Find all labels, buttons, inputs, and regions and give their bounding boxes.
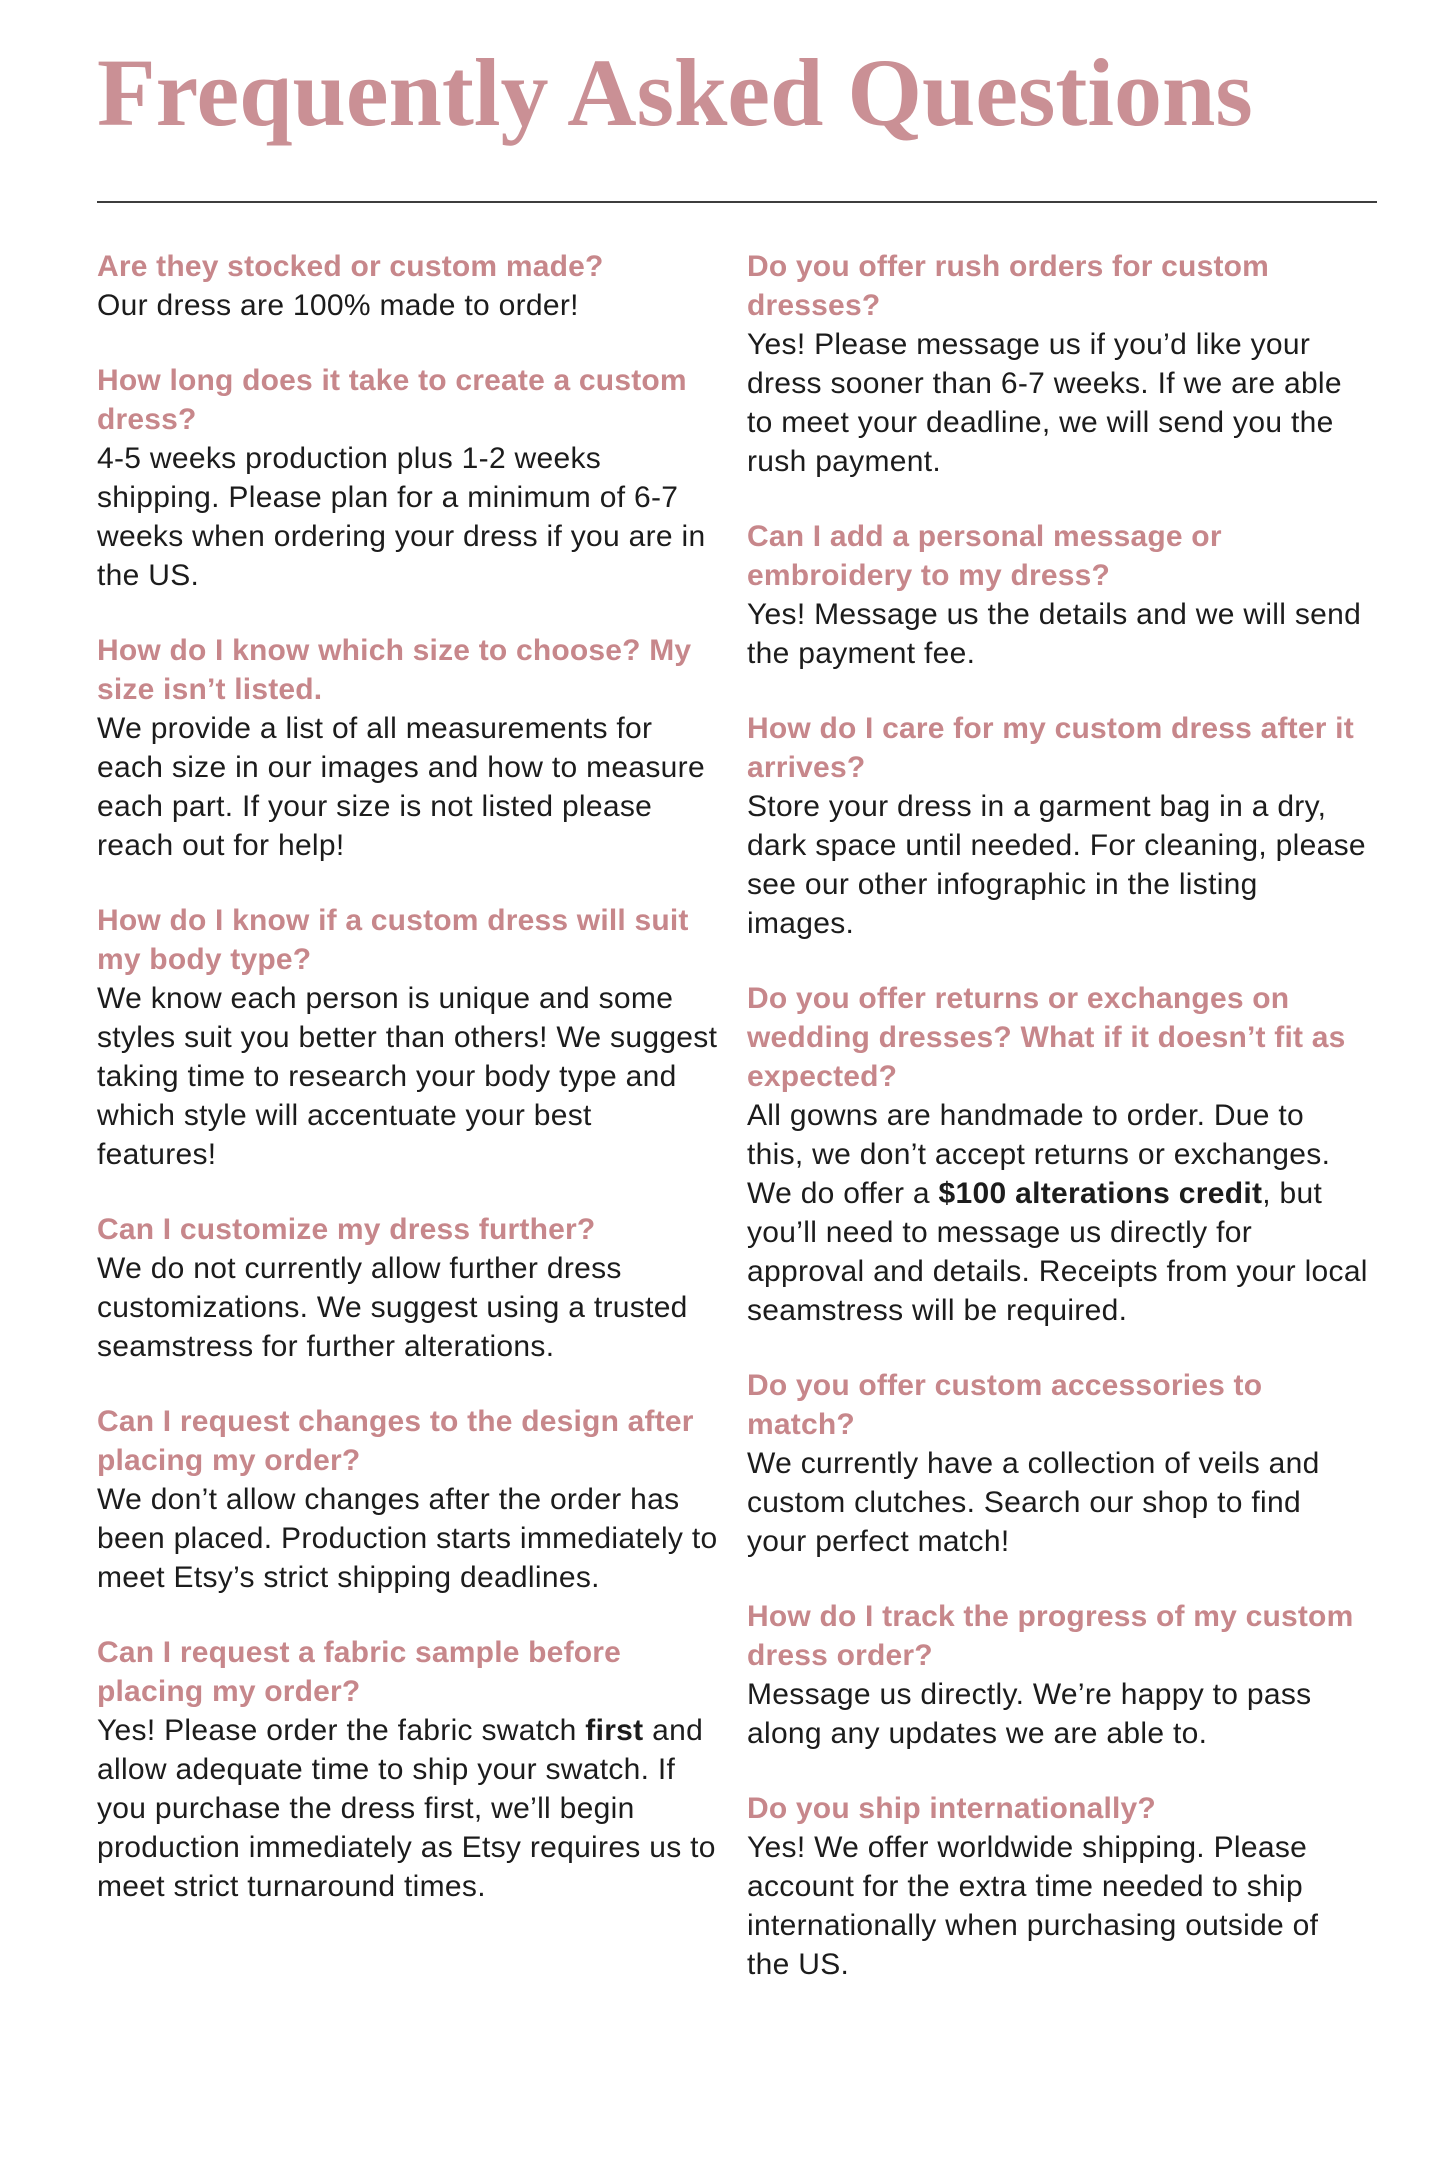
- faq-question: How do I know which size to choose? My size isn’t listed.: [97, 634, 692, 707]
- faq-item: [97, 1402, 719, 1597]
- faq-column-left: [97, 247, 719, 2020]
- faq-question: Do you offer custom accessories to match?: [747, 1369, 1263, 1442]
- title-divider: [97, 201, 1377, 203]
- faq-item: [97, 901, 719, 1174]
- faq-answer-text: We provide a list of all measurements for each size in our images and how to measure each part. If your size is not listed please reach out for help!: [97, 712, 705, 863]
- faq-answer-text: , but you’ll need to message us directly for approval and details. Receipts from your local seamstress will be required.: [747, 1177, 1368, 1328]
- faq-answer: [747, 595, 1369, 673]
- faq-answer-text: Yes! Please order the fabric swatch: [97, 1714, 586, 1748]
- faq-question: Can I request a fabric sample before placing my order?: [97, 1636, 622, 1709]
- faq-item: [97, 631, 719, 865]
- faq-answer-text: We know each person is unique and some styles suit you better than others! We suggest taking time to research your body type and which style will accentuate your best features!: [97, 982, 718, 1172]
- faq-answer-text: and allow adequate time to ship your swatch. If you purchase the dress first, we’ll begin production immediately as Etsy requires us to meet strict turnaround times.: [97, 1714, 716, 1904]
- faq-answer-text: We currently have a collection of veils and custom clutches. Search our shop to find your perfect match!: [747, 1447, 1320, 1559]
- faq-item: [747, 517, 1369, 673]
- faq-answer-text: Store your dress in a garment bag in a dry, dark space until needed. For cleaning, please see our other infographic in the listing images.: [747, 790, 1366, 941]
- faq-answer: [97, 1711, 719, 1906]
- faq-answer-text: Yes! Please message us if you’d like your dress sooner than 6-7 weeks. If we are able to meet your deadline, we will send you the rush payment.: [747, 328, 1342, 479]
- faq-question: How do I track the progress of my custom dress order?: [747, 1600, 1354, 1673]
- faq-question: Do you offer rush orders for custom dresses?: [747, 250, 1270, 323]
- faq-answer-bold-text: $100 alterations credit: [938, 1177, 1263, 1211]
- faq-question: How do I know if a custom dress will suit my body type?: [97, 904, 689, 977]
- faq-columns: [97, 247, 1389, 2020]
- faq-question: Can I add a personal message or embroidery to my dress?: [747, 520, 1222, 593]
- faq-question: How do I care for my custom dress after it arrives?: [747, 712, 1354, 785]
- faq-answer: [97, 1249, 719, 1366]
- faq-question: How long does it take to create a custom dress?: [97, 364, 687, 437]
- faq-item: [747, 247, 1369, 481]
- faq-answer: [747, 1096, 1369, 1330]
- faq-answer-bold-text: first: [585, 1714, 644, 1748]
- faq-answer: [747, 1675, 1369, 1753]
- faq-question: Can I customize my dress further?: [97, 1213, 596, 1247]
- faq-item: [97, 361, 719, 595]
- faq-answer-text: Yes! Message us the details and we will send the payment fee.: [747, 598, 1362, 671]
- faq-answer: [97, 709, 719, 865]
- faq-item: [97, 247, 719, 325]
- faq-question: Are they stocked or custom made?: [97, 250, 604, 284]
- faq-question: Can I request changes to the design after placing my order?: [97, 1405, 694, 1478]
- faq-answer: [747, 787, 1369, 943]
- faq-answer: [747, 1828, 1369, 1984]
- faq-question: Do you offer returns or exchanges on wedding dresses? What if it doesn’t fit as expected?: [747, 982, 1346, 1094]
- faq-answer: [747, 1444, 1369, 1561]
- faq-item: [747, 709, 1369, 943]
- faq-answer-text: Message us directly. We’re happy to pass along any updates we are able to.: [747, 1678, 1312, 1751]
- faq-item: [747, 1366, 1369, 1561]
- faq-question: Do you ship internationally?: [747, 1792, 1156, 1826]
- faq-item: [747, 1789, 1369, 1984]
- faq-answer: [747, 325, 1369, 481]
- faq-item: [747, 979, 1369, 1330]
- faq-column-right: [747, 247, 1369, 2020]
- page-title: Frequently Asked Questions: [97, 39, 1253, 146]
- faq-answer-text: All gowns are handmade to order. Due to this, we don’t accept returns or exchanges. We do offer a: [747, 1099, 1331, 1211]
- faq-answer-text: Our dress are 100% made to order!: [97, 289, 579, 323]
- faq-item: [747, 1597, 1369, 1753]
- faq-answer: [97, 1480, 719, 1597]
- faq-answer: [97, 439, 719, 595]
- faq-answer: [97, 286, 719, 325]
- faq-item: [97, 1633, 719, 1906]
- faq-answer-text: Yes! We offer worldwide shipping. Please account for the extra time needed to ship internationally when purchasing outside of the US.: [747, 1831, 1319, 1982]
- faq-answer-text: We do not currently allow further dress customizations. We suggest using a trusted seamstress for further alterations.: [97, 1252, 688, 1364]
- faq-answer: [97, 979, 719, 1174]
- faq-answer-text: 4-5 weeks production plus 1-2 weeks shipping. Please plan for a minimum of 6-7 weeks when ordering your dress if you are in the US.: [97, 442, 706, 593]
- faq-item: [97, 1210, 719, 1366]
- faq-answer-text: We don’t allow changes after the order has been placed. Production starts immediately to meet Etsy’s strict shipping deadlines.: [97, 1483, 718, 1595]
